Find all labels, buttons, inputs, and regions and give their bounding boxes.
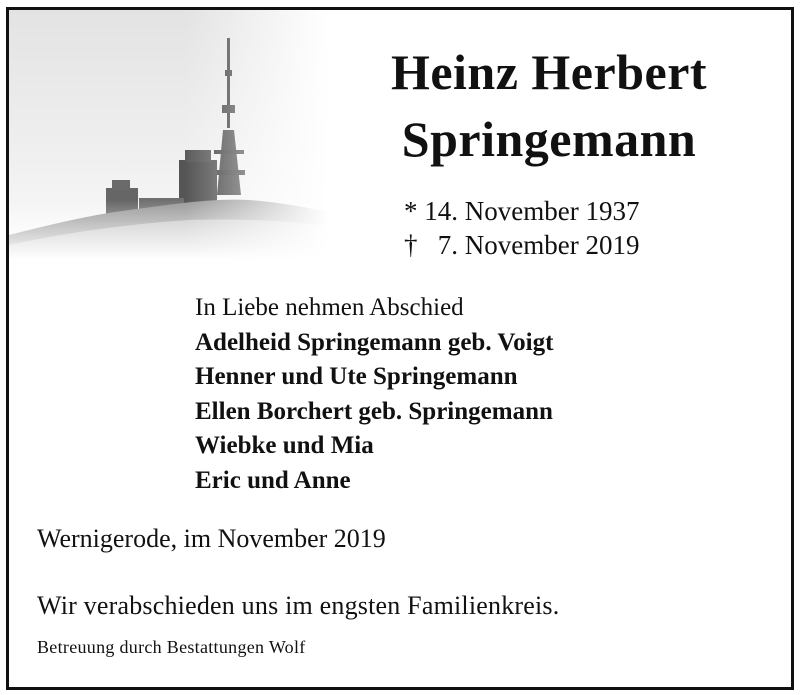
mourner-name: Wiebke und Mia bbox=[195, 432, 374, 459]
mourners-block bbox=[195, 291, 553, 498]
obituary-notice bbox=[6, 7, 794, 690]
place-and-date: Wernigerode, im November 2019 bbox=[37, 524, 386, 553]
life-dates bbox=[404, 194, 639, 262]
birth-date: * 14. November 1937 bbox=[404, 196, 640, 226]
funeral-home-credit: Betreuung durch Bestattungen Wolf bbox=[37, 637, 306, 657]
mourner-name: Adelheid Springemann geb. Voigt bbox=[195, 328, 554, 356]
mourners-intro: In Liebe nehmen Abschied bbox=[195, 294, 464, 321]
mourner-name: Ellen Borchert geb. Springemann bbox=[195, 397, 553, 425]
mountain-tower-photo bbox=[9, 10, 329, 260]
deceased-name-line1: Heinz Herbert bbox=[390, 44, 708, 100]
mourner-name: Eric und Anne bbox=[195, 466, 351, 494]
deceased-name-line2: Springemann bbox=[401, 111, 697, 167]
farewell-note: Wir verabschieden uns im engsten Familienkreis. bbox=[37, 591, 560, 620]
death-date: † 7. November 2019 bbox=[404, 230, 640, 260]
mourner-name: Henner und Ute Springemann bbox=[195, 363, 518, 390]
